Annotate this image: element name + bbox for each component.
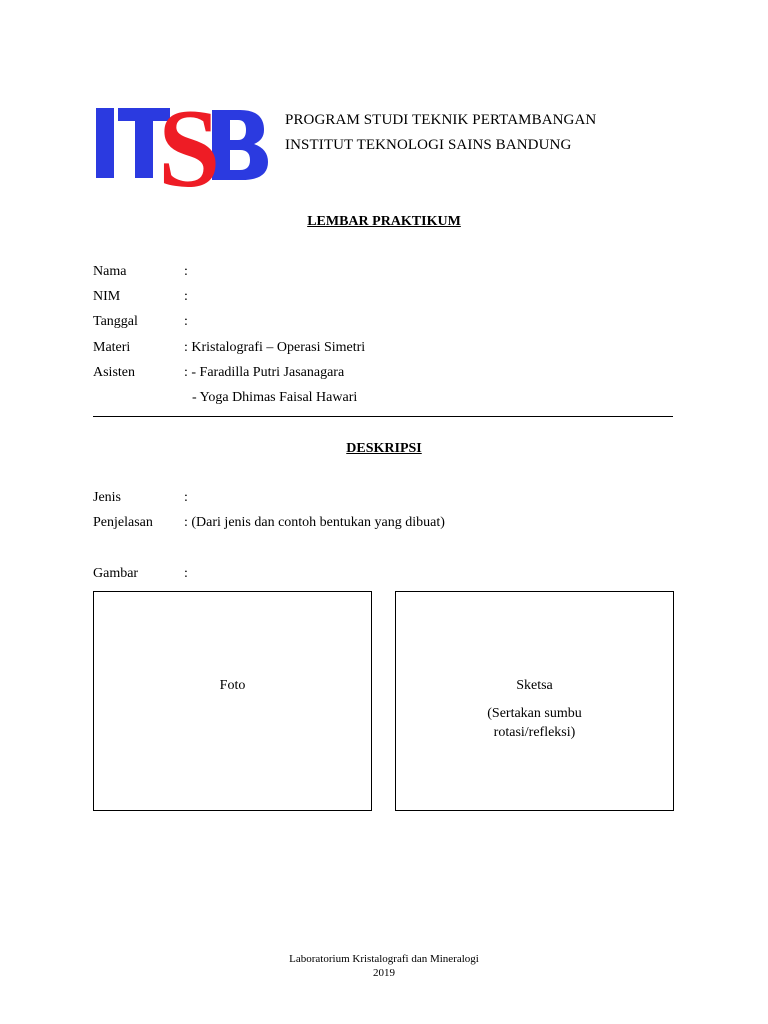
sketsa-box — [395, 591, 674, 811]
nama-label: Nama — [93, 264, 127, 279]
itsb-logo — [94, 100, 270, 192]
asisten-value-1: : - Faradilla Putri Jasanagara — [184, 365, 345, 380]
materi-value: : Kristalografi – Operasi Simetri — [184, 340, 366, 355]
logo-s-letter: S — [158, 100, 221, 192]
gambar-label: Gambar — [93, 566, 139, 581]
sketsa-note-1: (Sertakan sumbu — [487, 706, 582, 721]
penjelasan-value: : (Dari jenis dan contoh bentukan yang dibuat) — [184, 515, 445, 530]
sketsa-label: Sketsa — [516, 678, 553, 693]
institute-name: INSTITUT TEKNOLOGI SAINS BANDUNG — [285, 137, 572, 153]
nama-value: : — [184, 264, 188, 279]
jenis-label: Jenis — [93, 490, 121, 505]
sketsa-note-2: rotasi/refleksi) — [493, 725, 576, 740]
foto-box — [93, 591, 372, 811]
materi-label: Materi — [93, 340, 131, 355]
program-name: PROGRAM STUDI TEKNIK PERTAMBANGAN — [285, 112, 597, 128]
nim-value: : — [184, 289, 188, 304]
footer-lab: Laboratorium Kristalografi dan Mineralogi — [289, 953, 479, 965]
asisten-value-2: - Yoga Dhimas Faisal Hawari — [192, 390, 358, 405]
gambar-value: : — [184, 566, 188, 581]
penjelasan-label: Penjelasan — [93, 515, 153, 530]
section-title: DESKRIPSI — [346, 441, 422, 456]
tanggal-label: Tanggal — [93, 314, 138, 329]
footer-year: 2019 — [373, 967, 395, 979]
jenis-value: : — [184, 490, 188, 505]
asisten-label: Asisten — [93, 365, 135, 380]
nim-label: NIM — [93, 289, 121, 304]
page-title: LEMBAR PRAKTIKUM — [307, 214, 461, 229]
foto-label: Foto — [219, 678, 246, 693]
tanggal-value: : — [184, 314, 188, 329]
divider — [93, 416, 673, 417]
